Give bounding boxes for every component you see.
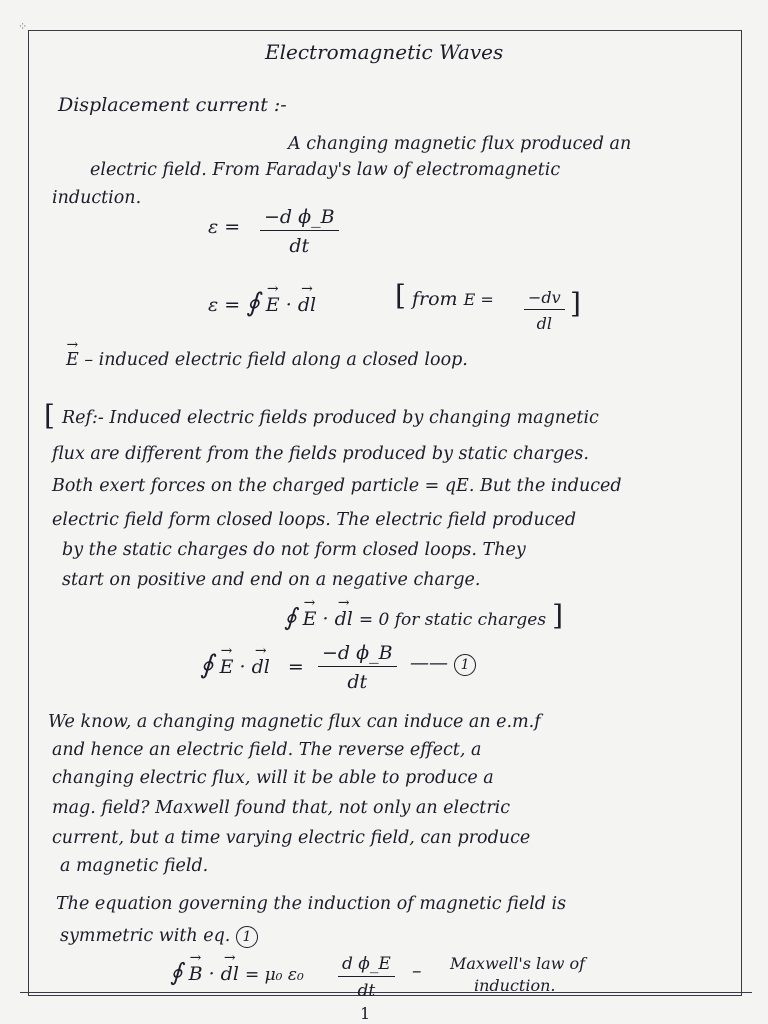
eq2-note-fraction	[524, 288, 565, 333]
para3-line-2-text: symmetric with eq.	[60, 926, 231, 946]
vector-dl: → dl	[335, 610, 353, 629]
vector-b: → B	[189, 965, 203, 984]
intro-line-2: electric field. From Faraday's law of electromagnetic	[90, 160, 561, 180]
section-heading: Displacement current :-	[58, 94, 287, 116]
eq4-label-line-1: Maxwell's law of	[450, 954, 586, 973]
dot-operator: ·	[239, 656, 246, 678]
eq1-fraction	[260, 206, 339, 257]
ref-bracket-open: [	[44, 399, 55, 432]
ref-line-4: electric field form closed loops. The electric field produced	[52, 510, 577, 530]
eq2-note-from: from	[411, 288, 458, 310]
corner-mark: ⁘	[18, 20, 28, 33]
bracket-close: ]	[570, 287, 581, 320]
eq4-label-line-2: induction.	[474, 976, 556, 995]
eq3	[200, 652, 304, 678]
eq1-lhs: ε =	[208, 216, 241, 238]
page-title: Electromagnetic Waves	[265, 40, 504, 64]
para2-line-4: mag. field? Maxwell found that, not only an electric	[52, 798, 511, 818]
para3-line-2	[60, 926, 258, 948]
eq4-fraction	[338, 954, 395, 1001]
equation-number-badge: 1	[454, 654, 476, 676]
vector-dl: → dl	[298, 296, 316, 315]
eq4-dash: –	[412, 960, 422, 982]
para2-line-6: a magnetic field.	[60, 856, 209, 876]
vector-e: → E	[266, 296, 280, 315]
dot-operator: ·	[208, 963, 215, 985]
para2-line-3: changing electric flux, will it be able to produce a	[52, 768, 494, 788]
vector-dl: → dl	[252, 658, 270, 677]
eq2-note	[395, 279, 494, 312]
ref-line-2: flux are different from the fields produced by static charges.	[52, 444, 589, 464]
dot-operator: ·	[322, 608, 329, 630]
eq1-denominator: dt	[289, 235, 310, 257]
eq2-lhs: ε =	[208, 294, 241, 316]
ref-line-3: Both exert forces on the charged particle = qE. But the induced	[52, 476, 622, 496]
eq4-numerator: d ϕ_E	[338, 954, 395, 977]
para3-line-1: The equation governing the induction of magnetic field is	[56, 894, 567, 914]
eq1-numerator: −d ϕ_B	[260, 206, 339, 231]
ref-bracket-close: ]	[552, 599, 564, 632]
e-definition-text: – induced electric field along a closed loop.	[84, 350, 468, 370]
vector-e: → E	[220, 658, 234, 677]
page-number: 1	[360, 1004, 371, 1023]
eq2-note-denominator: dl	[536, 314, 553, 333]
eq2	[208, 290, 316, 316]
bracket-open: [	[395, 279, 406, 312]
vector-e: → E	[66, 352, 79, 370]
integral-icon: ∮	[284, 603, 297, 631]
intro-line-1: A changing magnetic flux produced an	[288, 134, 632, 154]
eq3-fraction	[318, 642, 397, 693]
integral-icon: ∮	[200, 650, 214, 680]
static-equation	[284, 599, 564, 632]
eq3-tag	[410, 654, 476, 676]
eq3-dash: ——	[410, 652, 448, 674]
ref-line-5: by the static charges do not form closed loops. They	[62, 540, 526, 560]
eq3-numerator: −d ϕ_B	[318, 642, 397, 667]
integral-icon: ∮	[170, 958, 183, 986]
eq2-note-numerator: −dv	[524, 288, 565, 310]
eq4	[170, 960, 304, 984]
intro-line-3: induction.	[52, 188, 142, 208]
eq4-rhs: = μ₀ ε₀	[244, 965, 304, 985]
eq4-denominator: dt	[357, 981, 376, 1001]
e-definition	[66, 352, 468, 370]
dot-operator: ·	[285, 294, 292, 316]
vector-dl: → dl	[221, 965, 239, 984]
ref-line-6: start on positive and end on a negative charge.	[62, 570, 481, 590]
vector-e: → E	[303, 610, 317, 629]
para2-line-5: current, but a time varying electric field, can produce	[52, 828, 531, 848]
equation-reference-badge: 1	[236, 926, 258, 948]
para2-line-1: We know, a changing magnetic flux can induce an e.m.f	[48, 712, 541, 732]
eq3-equals: =	[287, 656, 304, 678]
eq3-denominator: dt	[347, 671, 368, 693]
static-equation-text: = 0 for static charges	[358, 610, 547, 630]
ref-line-1: Ref:- Induced electric fields produced by changing magnetic	[62, 408, 599, 428]
para2-line-2: and hence an electric field. The reverse effect, a	[52, 740, 482, 760]
integral-icon: ∮	[246, 288, 260, 318]
eq2-note-lhs: E =	[463, 290, 494, 309]
